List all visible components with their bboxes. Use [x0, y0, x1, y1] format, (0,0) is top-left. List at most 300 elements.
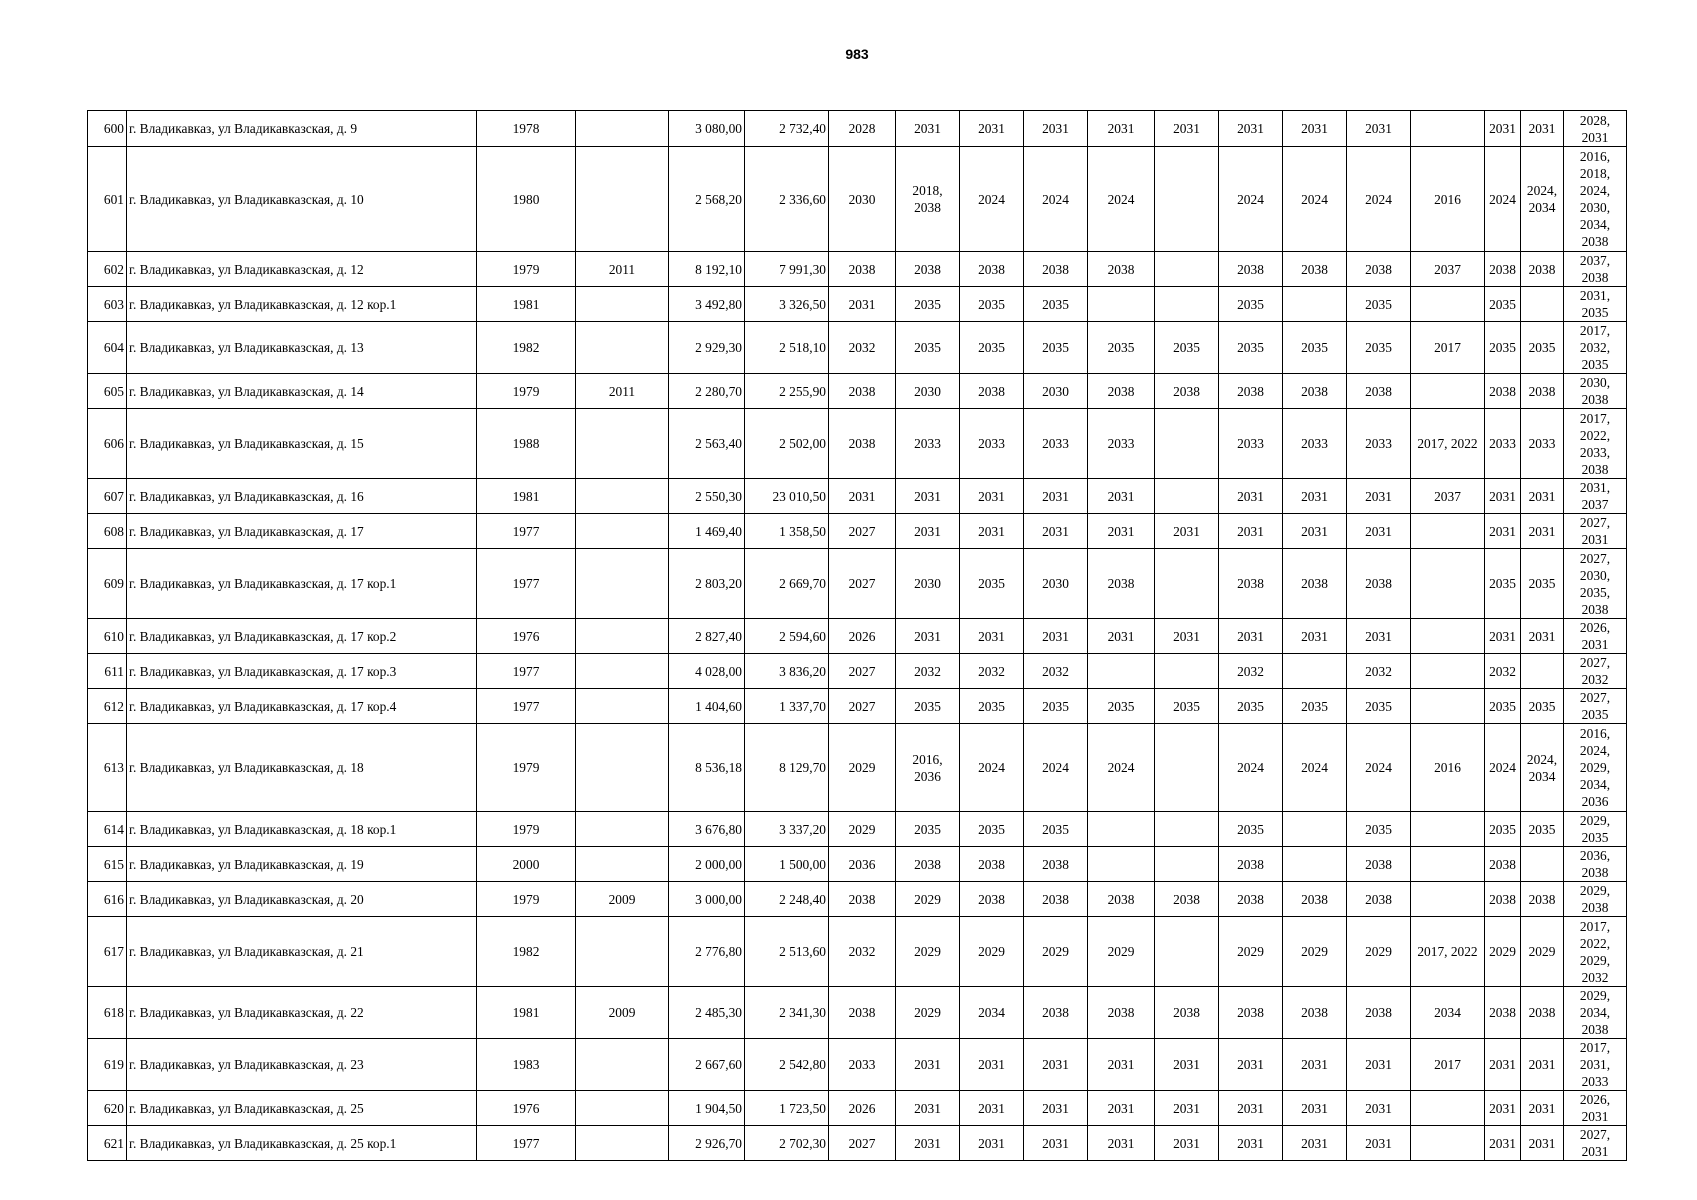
total-area-cell: 4 028,00 [669, 654, 745, 689]
year-cell: 2033 [1283, 409, 1347, 479]
build-year-cell: 1981 [477, 987, 576, 1039]
total-area-cell: 2 563,40 [669, 409, 745, 479]
row-number-cell: 604 [88, 322, 127, 374]
year-cell: 2038 [960, 252, 1024, 287]
year-cell: 2038 [1219, 252, 1283, 287]
living-area-cell: 2 702,30 [745, 1126, 829, 1161]
year-cell: 2035 [960, 689, 1024, 724]
year-cell: 2038 [829, 987, 896, 1039]
year-cell: 2035 [1485, 322, 1521, 374]
year-cell: 2031 [1283, 1091, 1347, 1126]
repair-year-cell [576, 111, 669, 147]
year-cell: 2031, 2035 [1564, 287, 1627, 322]
year-cell: 2038 [1521, 882, 1564, 917]
year-cell: 2031 [1024, 514, 1088, 549]
year-cell: 2035 [1088, 322, 1155, 374]
living-area-cell: 7 991,30 [745, 252, 829, 287]
year-cell: 2038 [1485, 252, 1521, 287]
year-cell: 2035 [1024, 689, 1088, 724]
year-cell: 2038 [1088, 549, 1155, 619]
build-year-cell: 1979 [477, 812, 576, 847]
total-area-cell: 3 676,80 [669, 812, 745, 847]
year-cell: 2038 [1521, 987, 1564, 1039]
living-area-cell: 8 129,70 [745, 724, 829, 812]
address-cell: г. Владикавказ, ул Владикавказская, д. 13 [127, 322, 477, 374]
address-cell: г. Владикавказ, ул Владикавказская, д. 10 [127, 147, 477, 252]
year-cell: 2026, 2031 [1564, 619, 1627, 654]
year-cell: 2031 [1219, 1091, 1283, 1126]
year-cell: 2027, 2032 [1564, 654, 1627, 689]
build-year-cell: 1983 [477, 1039, 576, 1091]
year-cell: 2027 [829, 1126, 896, 1161]
table-row [88, 619, 1627, 654]
build-year-cell: 1981 [477, 287, 576, 322]
year-cell: 2038 [1521, 374, 1564, 409]
year-cell: 2035 [1283, 689, 1347, 724]
year-cell [1411, 514, 1485, 549]
year-cell: 2031 [960, 514, 1024, 549]
year-cell: 2031 [896, 1091, 960, 1126]
address-cell: г. Владикавказ, ул Владикавказская, д. 22 [127, 987, 477, 1039]
year-cell: 2035 [1155, 689, 1219, 724]
year-cell: 2035 [1219, 287, 1283, 322]
year-cell: 2031 [1155, 619, 1219, 654]
living-area-cell: 2 732,40 [745, 111, 829, 147]
year-cell: 2031 [896, 111, 960, 147]
year-cell: 2031 [1024, 1091, 1088, 1126]
living-area-cell: 2 341,30 [745, 987, 829, 1039]
year-cell: 2031 [1283, 1126, 1347, 1161]
living-area-cell: 1 723,50 [745, 1091, 829, 1126]
year-cell: 2035 [1219, 689, 1283, 724]
year-cell [1155, 479, 1219, 514]
year-cell [1283, 287, 1347, 322]
year-cell: 2031 [1521, 619, 1564, 654]
year-cell: 2029 [829, 812, 896, 847]
year-cell [1155, 549, 1219, 619]
total-area-cell: 2 776,80 [669, 917, 745, 987]
address-cell: г. Владикавказ, ул Владикавказская, д. 12 кор.1 [127, 287, 477, 322]
year-cell [1155, 147, 1219, 252]
year-cell: 2032 [896, 654, 960, 689]
year-cell: 2037 [1411, 252, 1485, 287]
year-cell: 2035 [896, 322, 960, 374]
address-cell: г. Владикавказ, ул Владикавказская, д. 20 [127, 882, 477, 917]
year-cell: 2032 [1219, 654, 1283, 689]
year-cell: 2035 [1485, 812, 1521, 847]
row-number-cell: 618 [88, 987, 127, 1039]
row-number-cell: 609 [88, 549, 127, 619]
year-cell: 2038 [1024, 987, 1088, 1039]
year-cell: 2031 [1485, 111, 1521, 147]
total-area-cell: 2 550,30 [669, 479, 745, 514]
year-cell: 2033 [960, 409, 1024, 479]
year-cell: 2031 [1283, 514, 1347, 549]
year-cell: 2038 [1088, 987, 1155, 1039]
living-area-cell: 2 518,10 [745, 322, 829, 374]
address-cell: г. Владикавказ, ул Владикавказская, д. 19 [127, 847, 477, 882]
row-number-cell: 605 [88, 374, 127, 409]
table-row [88, 689, 1627, 724]
year-cell: 2035 [896, 689, 960, 724]
living-area-cell: 3 836,20 [745, 654, 829, 689]
row-number-cell: 611 [88, 654, 127, 689]
repair-year-cell [576, 287, 669, 322]
year-cell [1283, 847, 1347, 882]
year-cell: 2032 [960, 654, 1024, 689]
year-cell: 2035 [960, 322, 1024, 374]
year-cell: 2032 [1347, 654, 1411, 689]
year-cell: 2038 [1024, 252, 1088, 287]
row-number-cell: 613 [88, 724, 127, 812]
repair-year-cell [576, 409, 669, 479]
year-cell: 2031 [1347, 479, 1411, 514]
total-area-cell: 3 080,00 [669, 111, 745, 147]
address-cell: г. Владикавказ, ул Владикавказская, д. 23 [127, 1039, 477, 1091]
year-cell: 2031 [960, 619, 1024, 654]
living-area-cell: 2 336,60 [745, 147, 829, 252]
housing-table [87, 110, 1627, 1161]
table-row [88, 917, 1627, 987]
year-cell: 2018, 2038 [896, 147, 960, 252]
address-cell: г. Владикавказ, ул Владикавказская, д. 16 [127, 479, 477, 514]
year-cell: 2024 [960, 724, 1024, 812]
table-row [88, 147, 1627, 252]
year-cell [1411, 812, 1485, 847]
year-cell: 2038 [1347, 847, 1411, 882]
year-cell: 2031 [1347, 111, 1411, 147]
year-cell: 2031 [1024, 619, 1088, 654]
year-cell: 2035 [1521, 322, 1564, 374]
total-area-cell: 8 536,18 [669, 724, 745, 812]
year-cell: 2031 [1219, 111, 1283, 147]
table-row [88, 374, 1627, 409]
year-cell: 2031 [1155, 1039, 1219, 1091]
year-cell [1283, 812, 1347, 847]
build-year-cell: 1977 [477, 1126, 576, 1161]
total-area-cell: 1 469,40 [669, 514, 745, 549]
year-cell: 2031 [1088, 1126, 1155, 1161]
build-year-cell: 1982 [477, 322, 576, 374]
total-area-cell: 2 803,20 [669, 549, 745, 619]
year-cell: 2029 [1219, 917, 1283, 987]
year-cell: 2024 [1283, 147, 1347, 252]
year-cell: 2038 [829, 252, 896, 287]
row-number-cell: 608 [88, 514, 127, 549]
year-cell: 2038 [1219, 847, 1283, 882]
year-cell: 2028, 2031 [1564, 111, 1627, 147]
year-cell: 2031 [1024, 1039, 1088, 1091]
living-area-cell: 1 358,50 [745, 514, 829, 549]
repair-year-cell: 2009 [576, 987, 669, 1039]
row-number-cell: 620 [88, 1091, 127, 1126]
year-cell: 2035 [1024, 322, 1088, 374]
year-cell: 2031 [1024, 479, 1088, 514]
year-cell: 2024 [1088, 724, 1155, 812]
year-cell: 2026 [829, 1091, 896, 1126]
year-cell: 2031 [1283, 111, 1347, 147]
year-cell [1411, 882, 1485, 917]
year-cell: 2031 [1219, 1126, 1283, 1161]
year-cell: 2031 [1485, 1126, 1521, 1161]
year-cell [1411, 1091, 1485, 1126]
year-cell: 2037, 2038 [1564, 252, 1627, 287]
year-cell: 2032 [1485, 654, 1521, 689]
year-cell: 2024 [1024, 147, 1088, 252]
year-cell: 2033 [896, 409, 960, 479]
table-row [88, 1126, 1627, 1161]
repair-year-cell [576, 654, 669, 689]
row-number-cell: 612 [88, 689, 127, 724]
total-area-cell: 2 485,30 [669, 987, 745, 1039]
year-cell: 2038 [1347, 987, 1411, 1039]
year-cell: 2029 [1024, 917, 1088, 987]
year-cell: 2032 [1024, 654, 1088, 689]
year-cell: 2031 [1219, 619, 1283, 654]
living-area-cell: 2 255,90 [745, 374, 829, 409]
repair-year-cell [576, 1126, 669, 1161]
table-row [88, 111, 1627, 147]
repair-year-cell [576, 549, 669, 619]
year-cell: 2035 [960, 549, 1024, 619]
row-number-cell: 617 [88, 917, 127, 987]
year-cell: 2031, 2037 [1564, 479, 1627, 514]
year-cell: 2029, 2038 [1564, 882, 1627, 917]
row-number-cell: 610 [88, 619, 127, 654]
year-cell: 2038 [1088, 882, 1155, 917]
year-cell: 2031 [1219, 1039, 1283, 1091]
table-row [88, 549, 1627, 619]
year-cell: 2035 [1347, 287, 1411, 322]
build-year-cell: 1979 [477, 252, 576, 287]
year-cell: 2017 [1411, 322, 1485, 374]
table-row [88, 1091, 1627, 1126]
year-cell: 2016 [1411, 147, 1485, 252]
table-row [88, 654, 1627, 689]
year-cell [1411, 619, 1485, 654]
year-cell: 2033 [1219, 409, 1283, 479]
year-cell: 2031 [960, 1039, 1024, 1091]
total-area-cell: 2 000,00 [669, 847, 745, 882]
year-cell [1155, 252, 1219, 287]
year-cell: 2031 [960, 111, 1024, 147]
year-cell: 2029 [1485, 917, 1521, 987]
year-cell: 2033 [1024, 409, 1088, 479]
year-cell: 2038 [1283, 882, 1347, 917]
year-cell: 2038 [1347, 549, 1411, 619]
year-cell [1155, 724, 1219, 812]
year-cell: 2034 [1411, 987, 1485, 1039]
year-cell: 2027 [829, 514, 896, 549]
year-cell [1155, 917, 1219, 987]
address-cell: г. Владикавказ, ул Владикавказская, д. 17 [127, 514, 477, 549]
year-cell: 2038 [1219, 882, 1283, 917]
row-number-cell: 619 [88, 1039, 127, 1091]
year-cell: 2017, 2032, 2035 [1564, 322, 1627, 374]
year-cell: 2026, 2031 [1564, 1091, 1627, 1126]
repair-year-cell [576, 724, 669, 812]
year-cell: 2033 [1521, 409, 1564, 479]
year-cell: 2036, 2038 [1564, 847, 1627, 882]
row-number-cell: 602 [88, 252, 127, 287]
table-row [88, 1039, 1627, 1091]
year-cell: 2038 [1155, 374, 1219, 409]
year-cell: 2031 [1521, 1126, 1564, 1161]
year-cell [1155, 812, 1219, 847]
year-cell [1411, 654, 1485, 689]
year-cell: 2031 [1219, 479, 1283, 514]
year-cell: 2024 [960, 147, 1024, 252]
year-cell: 2038 [1521, 252, 1564, 287]
year-cell: 2038 [1283, 987, 1347, 1039]
row-number-cell: 606 [88, 409, 127, 479]
year-cell: 2024 [1485, 724, 1521, 812]
build-year-cell: 1980 [477, 147, 576, 252]
table-row [88, 847, 1627, 882]
year-cell: 2031 [1088, 1039, 1155, 1091]
year-cell: 2031 [1521, 111, 1564, 147]
year-cell: 2031 [1024, 1126, 1088, 1161]
repair-year-cell [576, 847, 669, 882]
year-cell: 2035 [1521, 812, 1564, 847]
year-cell: 2027, 2035 [1564, 689, 1627, 724]
year-cell: 2038 [829, 409, 896, 479]
year-cell: 2031 [1347, 1039, 1411, 1091]
table-row [88, 987, 1627, 1039]
year-cell: 2029 [1521, 917, 1564, 987]
year-cell: 2035 [960, 287, 1024, 322]
total-area-cell: 2 929,30 [669, 322, 745, 374]
row-number-cell: 616 [88, 882, 127, 917]
year-cell [1411, 374, 1485, 409]
year-cell: 2038 [1283, 549, 1347, 619]
row-number-cell: 621 [88, 1126, 127, 1161]
year-cell: 2031 [1485, 1039, 1521, 1091]
address-cell: г. Владикавказ, ул Владикавказская, д. 21 [127, 917, 477, 987]
year-cell: 2031 [1088, 111, 1155, 147]
year-cell [1283, 654, 1347, 689]
year-cell: 2038 [896, 252, 960, 287]
year-cell: 2017, 2031, 2033 [1564, 1039, 1627, 1091]
build-year-cell: 1977 [477, 689, 576, 724]
year-cell: 2031 [1219, 514, 1283, 549]
year-cell: 2028 [829, 111, 896, 147]
year-cell [1155, 654, 1219, 689]
year-cell: 2016, 2024, 2029, 2034, 2036 [1564, 724, 1627, 812]
address-cell: г. Владикавказ, ул Владикавказская, д. 25 [127, 1091, 477, 1126]
address-cell: г. Владикавказ, ул Владикавказская, д. 14 [127, 374, 477, 409]
row-number-cell: 607 [88, 479, 127, 514]
year-cell [1155, 287, 1219, 322]
year-cell: 2029 [1347, 917, 1411, 987]
year-cell: 2038 [1219, 549, 1283, 619]
build-year-cell: 1982 [477, 917, 576, 987]
year-cell: 2031 [1347, 514, 1411, 549]
year-cell: 2029, 2035 [1564, 812, 1627, 847]
year-cell: 2035 [1283, 322, 1347, 374]
address-cell: г. Владикавказ, ул Владикавказская, д. 17 кор.2 [127, 619, 477, 654]
year-cell: 2035 [1219, 812, 1283, 847]
year-cell: 2031 [1485, 619, 1521, 654]
year-cell: 2030 [829, 147, 896, 252]
year-cell [1088, 654, 1155, 689]
year-cell: 2017, 2022 [1411, 917, 1485, 987]
year-cell: 2032 [829, 917, 896, 987]
living-area-cell: 1 500,00 [745, 847, 829, 882]
address-cell: г. Владикавказ, ул Владикавказская, д. 17 кор.4 [127, 689, 477, 724]
address-cell: г. Владикавказ, ул Владикавказская, д. 17 кор.3 [127, 654, 477, 689]
year-cell: 2035 [1024, 287, 1088, 322]
year-cell: 2027, 2031 [1564, 514, 1627, 549]
living-area-cell: 1 337,70 [745, 689, 829, 724]
year-cell: 2031 [1155, 514, 1219, 549]
repair-year-cell [576, 1039, 669, 1091]
year-cell [1155, 409, 1219, 479]
year-cell: 2035 [1347, 322, 1411, 374]
year-cell: 2027, 2031 [1564, 1126, 1627, 1161]
year-cell [1088, 287, 1155, 322]
year-cell: 2031 [1485, 1091, 1521, 1126]
living-area-cell: 3 337,20 [745, 812, 829, 847]
year-cell: 2017, 2022, 2033, 2038 [1564, 409, 1627, 479]
year-cell: 2031 [960, 479, 1024, 514]
total-area-cell: 3 492,80 [669, 287, 745, 322]
year-cell: 2034 [960, 987, 1024, 1039]
table-row [88, 322, 1627, 374]
year-cell [1521, 287, 1564, 322]
year-cell: 2035 [1024, 812, 1088, 847]
year-cell: 2031 [1283, 1039, 1347, 1091]
year-cell: 2024 [1219, 147, 1283, 252]
year-cell: 2031 [1155, 1126, 1219, 1161]
year-cell: 2038 [960, 374, 1024, 409]
address-cell: г. Владикавказ, ул Владикавказская, д. 15 [127, 409, 477, 479]
living-area-cell: 2 669,70 [745, 549, 829, 619]
year-cell: 2038 [829, 374, 896, 409]
repair-year-cell: 2009 [576, 882, 669, 917]
year-cell: 2031 [1521, 479, 1564, 514]
year-cell [1411, 111, 1485, 147]
year-cell: 2035 [1485, 689, 1521, 724]
row-number-cell: 614 [88, 812, 127, 847]
year-cell: 2031 [1347, 1091, 1411, 1126]
year-cell: 2035 [1347, 812, 1411, 847]
year-cell: 2031 [1485, 479, 1521, 514]
year-cell: 2038 [1347, 252, 1411, 287]
year-cell [1521, 654, 1564, 689]
build-year-cell: 1979 [477, 374, 576, 409]
living-area-cell: 2 248,40 [745, 882, 829, 917]
build-year-cell: 1976 [477, 619, 576, 654]
year-cell: 2038 [1088, 374, 1155, 409]
year-cell: 2024 [1485, 147, 1521, 252]
year-cell [1411, 847, 1485, 882]
year-cell: 2029, 2034, 2038 [1564, 987, 1627, 1039]
repair-year-cell [576, 619, 669, 654]
year-cell: 2031 [1521, 1091, 1564, 1126]
year-cell: 2036 [829, 847, 896, 882]
build-year-cell: 1977 [477, 654, 576, 689]
total-area-cell: 2 827,40 [669, 619, 745, 654]
repair-year-cell [576, 1091, 669, 1126]
year-cell: 2031 [896, 1039, 960, 1091]
table-row [88, 479, 1627, 514]
year-cell: 2024, 2034 [1521, 724, 1564, 812]
repair-year-cell [576, 147, 669, 252]
year-cell: 2038 [1347, 374, 1411, 409]
year-cell [1088, 812, 1155, 847]
year-cell [1411, 549, 1485, 619]
